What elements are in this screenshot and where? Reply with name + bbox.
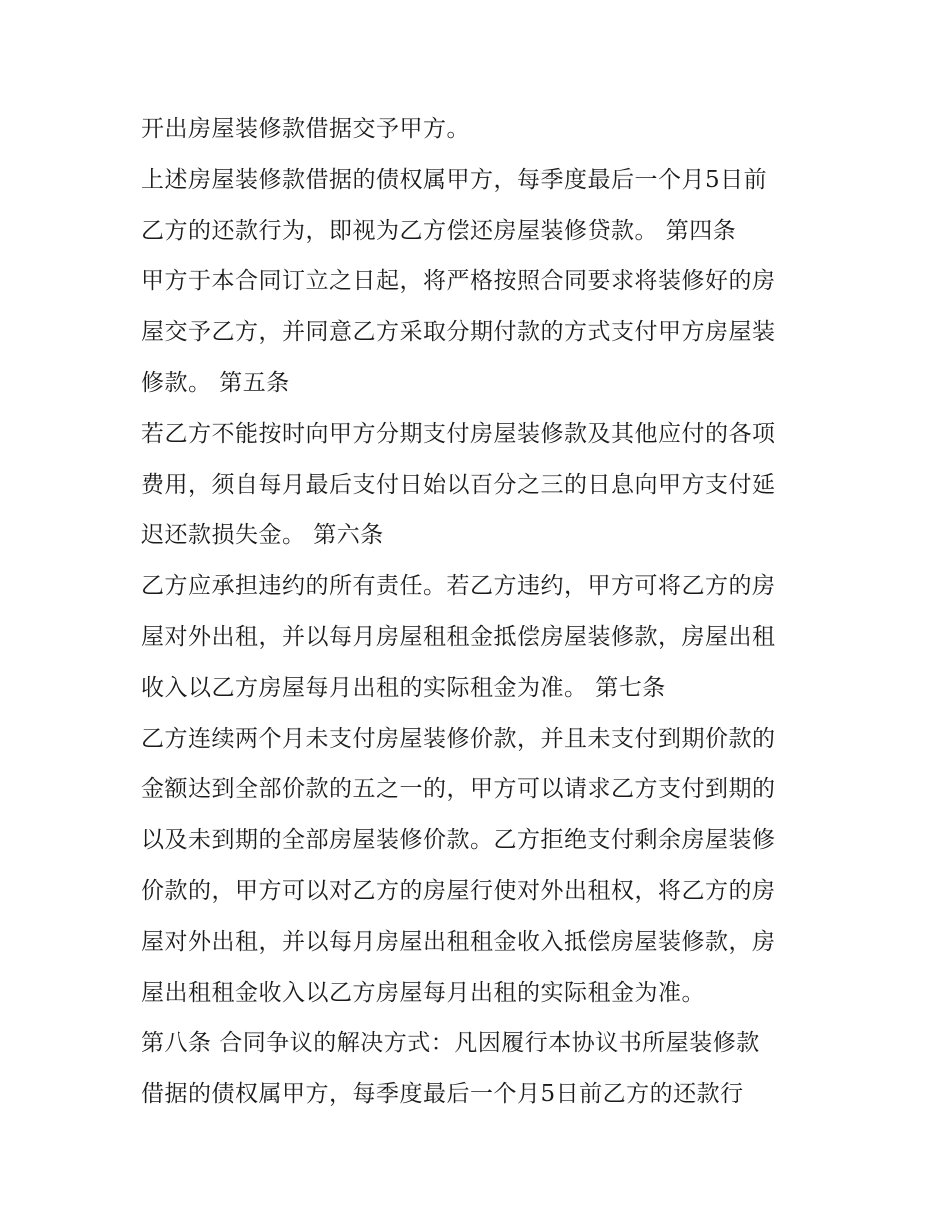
text-line: 若乙方不能按时向甲方分期支付房屋装修款及其他应付的各项 [141,420,776,447]
text-line: 乙方应承担违约的所有责任。若乙方违约，甲方可将乙方的房 [141,573,776,600]
text-line: 开出房屋装修款借据交予甲方。 [141,116,470,142]
text-line: 价款的，甲方可以对乙方的房屋行使对外出租权，将乙方的房 [141,877,776,904]
text-line: 以及未到期的全部房屋装修价款。乙方拒绝支付剩余房屋装修 [141,827,776,854]
text-line: 借据的债权属甲方，每季度最后一个月5日前乙方的还款行 [141,1081,744,1108]
text-line: 甲方于本合同订立之日起，将严格按照合同要求将装修好的房 [141,268,776,295]
text-line: 上述房屋装修款借据的债权属甲方，每季度最后一个月5日前 [141,166,768,193]
text-line: 屋交予乙方，并同意乙方采取分期付款的方式支付甲方房屋装 [141,319,776,346]
text-line: 乙方的还款行为，即视为乙方偿还房屋装修贷款。 第四条 [141,217,737,244]
text-line: 屋出租租金收入以乙方房屋每月出租的实际租金为准。 [141,979,705,1006]
text-line: 第八条 合同争议的解决方式：凡因履行本协议书所屋装修款 [141,1030,760,1057]
contract-body-text [141,104,821,1120]
text-line: 屋对外出租，并以每月房屋出租租金收入抵偿房屋装修款，房 [141,928,776,955]
text-line: 金额达到全部价款的五之一的，甲方可以请求乙方支付到期的 [141,776,776,803]
text-line: 迟还款损失金。 第六条 [141,522,384,549]
text-line: 屋对外出租，并以每月房屋租租金抵偿房屋装修款，房屋出租 [141,623,776,650]
text-line: 乙方连续两个月未支付房屋装修价款，并且未支付到期价款的 [141,725,776,752]
text-line: 收入以乙方房屋每月出租的实际租金为准。 第七条 [141,674,666,701]
text-line: 修款。 第五条 [141,369,290,396]
text-line: 费用，须自每月最后支付日始以百分之三的日息向甲方支付延 [141,471,776,498]
